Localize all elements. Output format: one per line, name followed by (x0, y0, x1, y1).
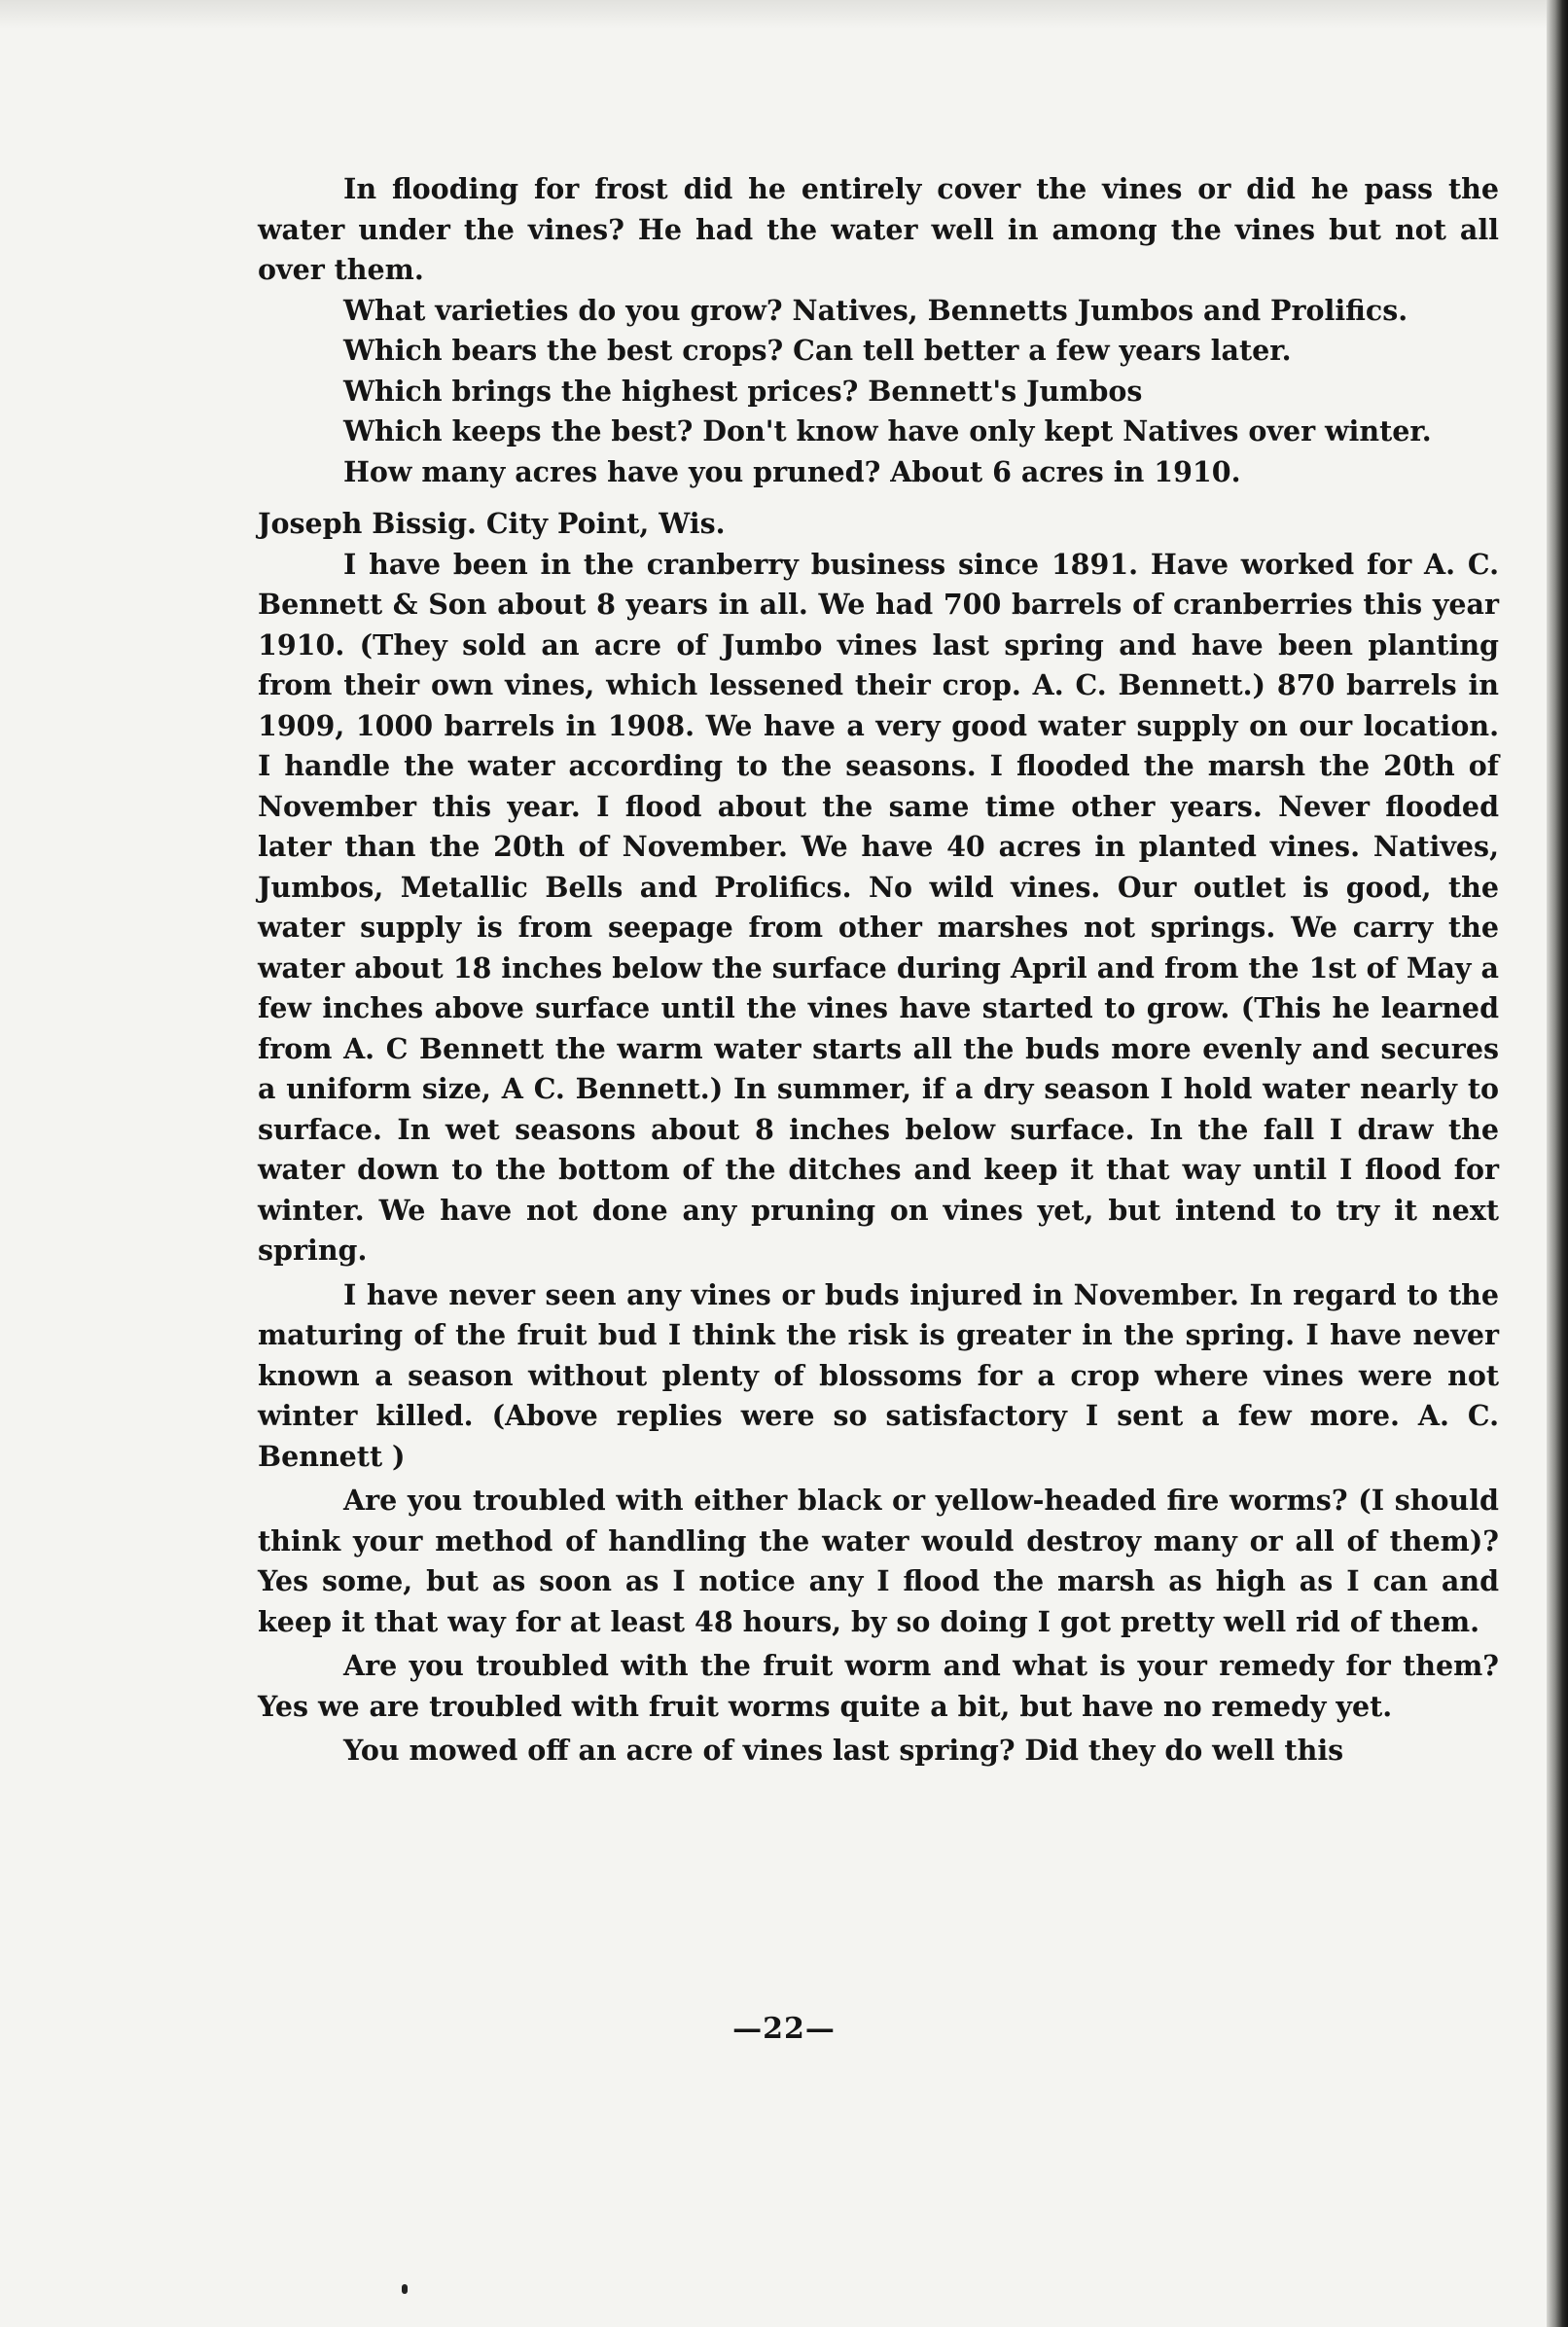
paragraph-acres-pruned: How many acres have you pruned? About 6 acres in 1910. (343, 454, 1241, 488)
paragraph-frost-flooding: In flooding for frost did he entirely cover the vines or did he pass the water under the vines? He had the water well in among the vines but not all over them. (258, 172, 1499, 286)
document-body (258, 169, 1499, 1772)
page-number: —22— (732, 2012, 836, 2046)
paragraph-best-crops: Which bears the best crops? Can tell better a few years later. (343, 334, 1292, 367)
ink-speck (402, 2284, 408, 2294)
paragraph-highest-prices: Which brings the highest prices? Bennett's Jumbos (343, 374, 1143, 408)
page-top-shadow (0, 0, 1568, 29)
paragraph-buds-injured: I have never seen any vines or buds injured in November. In regard to the maturing of the fruit bud I think the risk is greater in the spring. I have never known a season without plenty of blossoms for a crop where vines were not winter killed. (Above replies were so satisfactory I sent a few more. A. C. Bennett ) (258, 1277, 1499, 1473)
paragraph-fire-worms: Are you troubled with either black or yellow-headed fire worms? (I should think your method of handling the water would destroy many or all of them)? Yes some, but as soon as I notice any I flood the marsh as high as I can and keep it that way for at least 48 hours, by so doing I got pretty well rid of them. (258, 1484, 1499, 1638)
paragraph-varieties: What varieties do you grow? Natives, Bennetts Jumbos and Prolifics. (343, 293, 1408, 327)
page-binding-edge (1547, 0, 1568, 2327)
paragraph-bissig-report: I have been in the cranberry business since 1891. Have worked for A. C. Bennett & Son about 8 years in all. We had 700 barrels of cranberries this year 1910. (They sold an acre of Jumbo vines last spring and have been planting from their own vines, which lessened their crop. A. C. Bennett.) 870 barrels in 1909, 1000 barrels in 1908. We have a very good water supply on our location. I handle the water according to the seasons. I flooded the marsh the 20th of November this year. I flood about the same time other years. Never flooded later than the 20th of November. We have 40 acres in planted vines. Natives, Jumbos, Metallic Bells and Prolifics. No wild vines. Our outlet is good, the water supply is from seepage from other marshes not springs. We carry the water about 18 inches below the surface during April and from the 1st of May a few inches above surface until the vines have started to grow. (This he learned from A. C Bennett the warm water starts all the buds more evenly and secures a uniform size, A C. Bennett.) In summer, if a dry season I hold water nearly to surface. In wet seasons about 8 inches below surface. In the fall I draw the water down to the bottom of the ditches and keep it that way until I flood for winter. We have not done any pruning on vines yet, but intend to try it next spring. (258, 547, 1499, 1267)
paragraph-fruit-worm: Are you troubled with the fruit worm and what is your remedy for them? Yes we are troubled with fruit worms quite a bit, but have no remedy yet. (258, 1649, 1499, 1723)
paragraph-mowed-vines: You mowed off an acre of vines last spring? Did they do well this (343, 1734, 1344, 1767)
section-heading-joseph-bissig: Joseph Bissig. City Point, Wis. (258, 507, 726, 540)
paragraph-keeps-best: Which keeps the best? Don't know have only kept Natives over winter. (343, 414, 1432, 448)
